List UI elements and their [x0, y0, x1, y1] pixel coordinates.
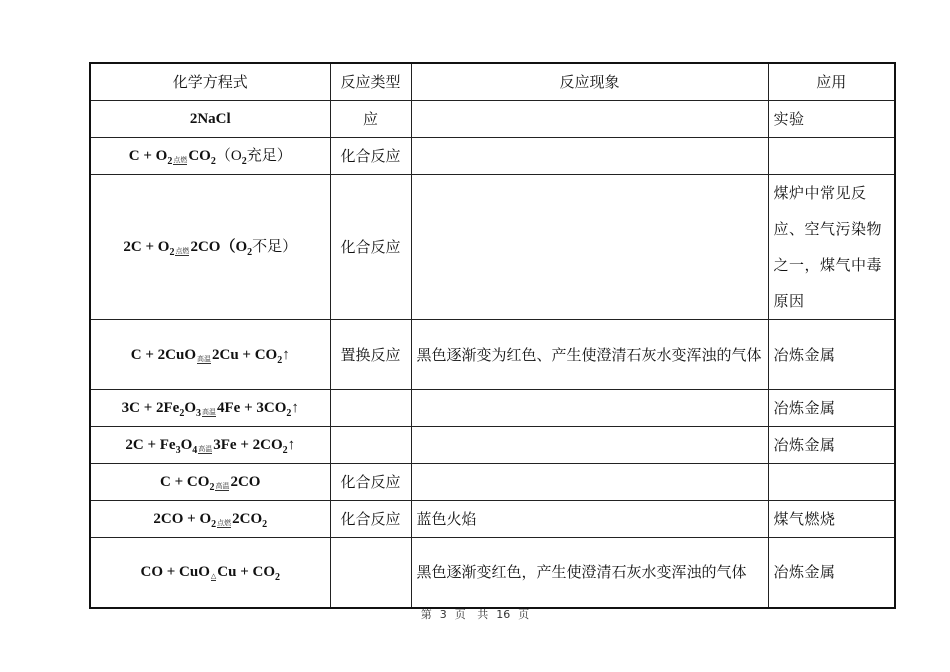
page-footer	[0, 606, 950, 622]
page-label-total-pre: 共	[477, 608, 489, 621]
phenomenon-cell	[411, 175, 768, 320]
application-cell: 冶炼金属	[768, 538, 895, 608]
equation-cell: 2NaCl	[90, 101, 330, 138]
page-label-pre: 第	[420, 608, 432, 621]
reaction-type-cell: 应	[330, 101, 411, 138]
table-row	[90, 101, 895, 138]
application-cell	[768, 138, 895, 175]
equation-cell: $C + CO_2$高温2CO	[90, 464, 330, 501]
header-application: 应用	[768, 63, 895, 101]
application-cell: 冶炼金属	[768, 320, 895, 390]
reaction-type-cell: 化合反应	[330, 175, 411, 320]
page-total: 16	[496, 608, 511, 621]
phenomenon-cell	[411, 101, 768, 138]
application-cell: 实验	[768, 101, 895, 138]
equation-cell: $2C + Fe_3O_4$高温$3Fe + 2CO_2↑$	[90, 427, 330, 464]
reaction-type-cell: 化合反应	[330, 464, 411, 501]
equation-cell: $C + O_2$点燃$CO_2(O_2$充足）	[90, 138, 330, 175]
phenomenon-cell: 黑色逐渐变红色，产生使澄清石灰水变浑浊的气体	[411, 538, 768, 608]
reaction-type-cell	[330, 538, 411, 608]
table-row	[90, 320, 895, 390]
table-row	[90, 175, 895, 320]
table-header-row	[90, 63, 895, 101]
reaction-type-cell: 化合反应	[330, 501, 411, 538]
table-row	[90, 538, 895, 608]
table-row	[90, 427, 895, 464]
reaction-type-cell	[330, 427, 411, 464]
table-row	[90, 501, 895, 538]
table-row	[90, 390, 895, 427]
phenomenon-cell: 黑色逐渐变为红色、产生使澄清石灰水变浑浊的气体	[411, 320, 768, 390]
equation-cell: C + 2CuO高温$2Cu + CO_2↑$	[90, 320, 330, 390]
phenomenon-cell	[411, 464, 768, 501]
application-cell: 冶炼金属	[768, 427, 895, 464]
application-cell	[768, 464, 895, 501]
reaction-type-cell: 置换反应	[330, 320, 411, 390]
header-reaction-type: 反应类型	[330, 63, 411, 101]
phenomenon-cell	[411, 390, 768, 427]
reaction-type-cell	[330, 390, 411, 427]
phenomenon-cell	[411, 427, 768, 464]
reaction-type-cell: 化合反应	[330, 138, 411, 175]
page-current: 3	[439, 608, 447, 621]
phenomenon-cell	[411, 138, 768, 175]
page-label-post: 页	[518, 608, 530, 621]
application-cell: 煤炉中常见反应、空气污染物之一，煤气中毒原因	[768, 175, 895, 320]
header-phenomenon: 反应现象	[411, 63, 768, 101]
reaction-table-container	[89, 62, 894, 609]
equation-cell: $2C + O_2$点燃$2CO(O_2$不足）	[90, 175, 330, 320]
page-label-mid: 页	[454, 608, 466, 621]
table-row	[90, 464, 895, 501]
application-cell: 煤气燃烧	[768, 501, 895, 538]
table-row	[90, 138, 895, 175]
reaction-table	[89, 62, 896, 609]
header-equation: 化学方程式	[90, 63, 330, 101]
equation-cell: CO + CuO△Cu + $CO_2$	[90, 538, 330, 608]
equation-cell: $2CO + O_2$点燃$2CO_2$	[90, 501, 330, 538]
phenomenon-cell: 蓝色火焰	[411, 501, 768, 538]
application-cell: 冶炼金属	[768, 390, 895, 427]
equation-cell: $3C + 2Fe_2O_3$高温$4Fe + 3CO_2↑$	[90, 390, 330, 427]
